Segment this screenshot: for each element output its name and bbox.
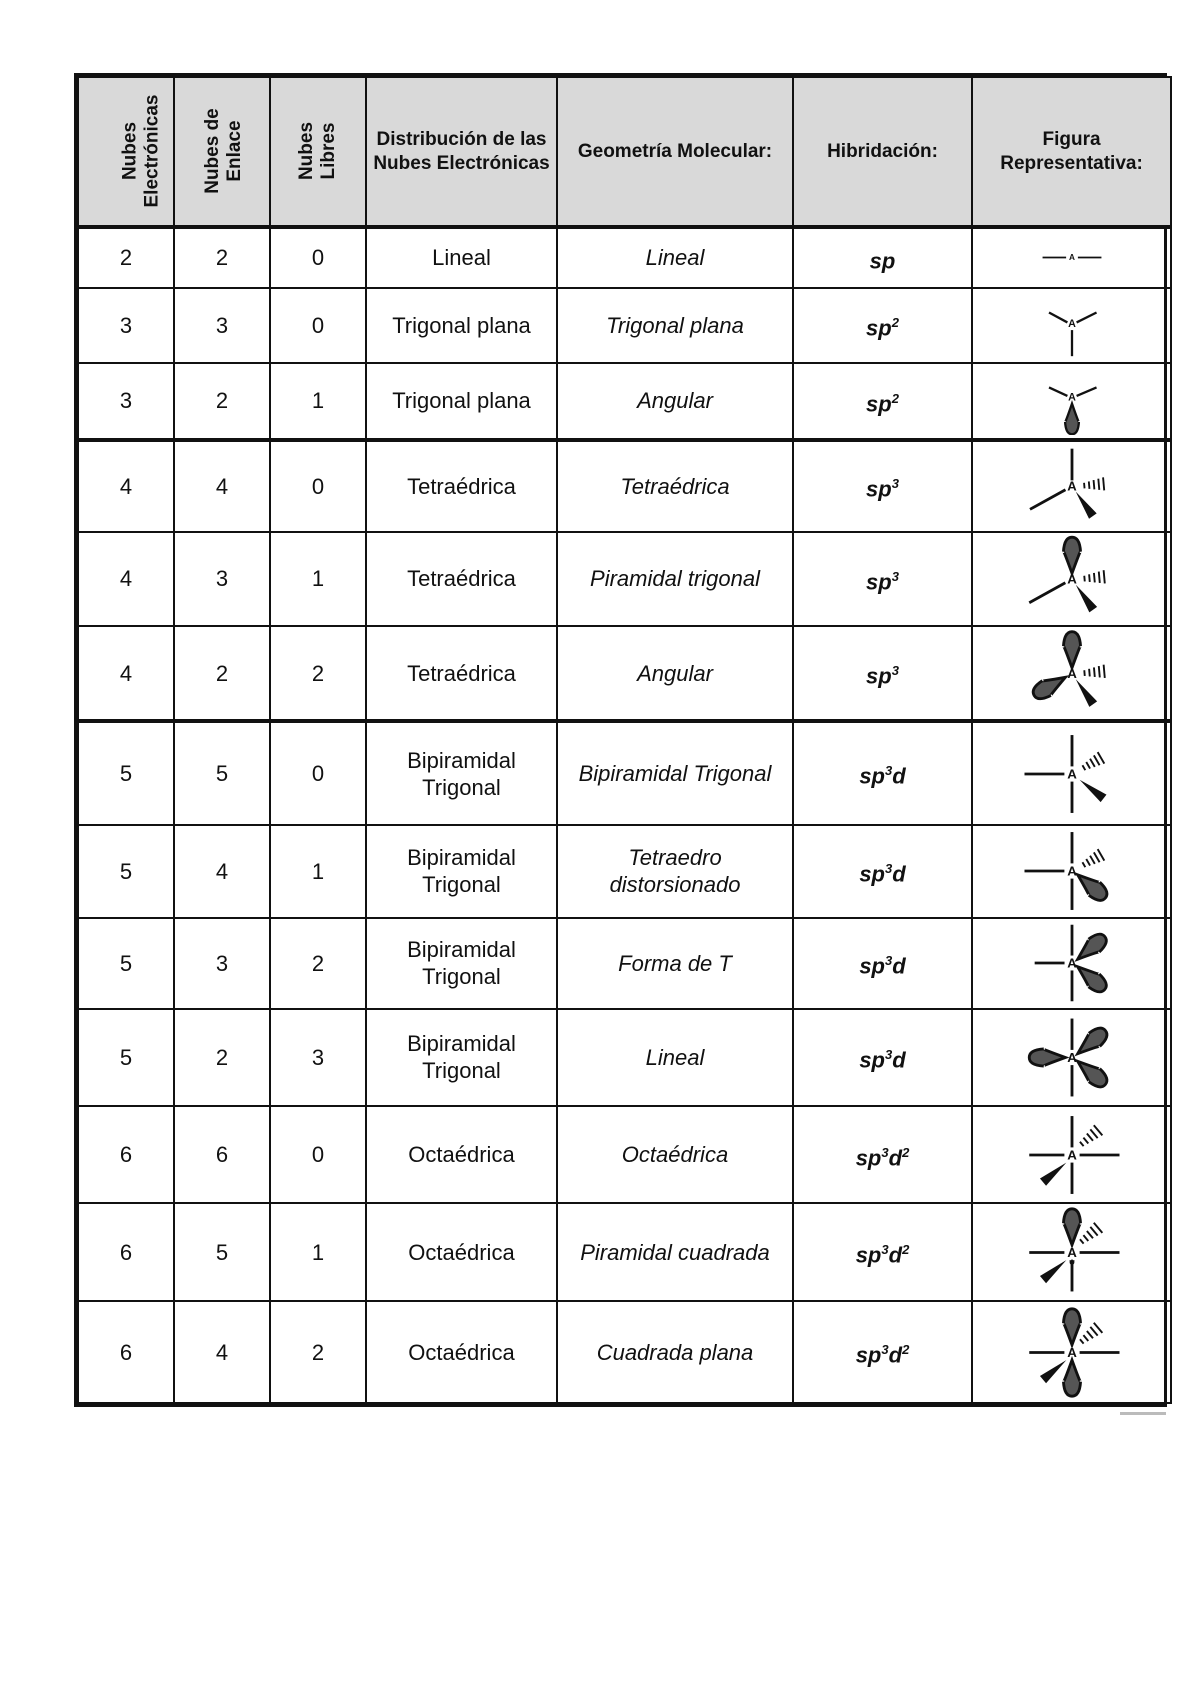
- cell-nubes-enlace: 4: [174, 825, 270, 918]
- cell-hibridacion: [793, 227, 972, 288]
- cell-figura: [972, 532, 1171, 627]
- hybridization-exponent-p: 3: [881, 1241, 889, 1257]
- hybridization-base: sp: [859, 953, 885, 979]
- hybridization-exponent-p: 3: [885, 763, 893, 779]
- hash-bond-segment: [1079, 1339, 1083, 1343]
- central-atom-label: A: [1066, 665, 1077, 681]
- cell-geometria: Tetraédrica: [557, 440, 793, 532]
- hash-bond-segment: [1082, 765, 1085, 770]
- hybridization-exponent-d: 2: [902, 1341, 910, 1357]
- bond-line: [1076, 312, 1096, 322]
- hash-bond-segment: [1098, 572, 1099, 583]
- header-figura: Figura Representativa:: [972, 77, 1171, 227]
- header-nubes-enlace: Nubes de Enlace: [174, 77, 270, 227]
- cell-nubes-libres: 0: [270, 288, 366, 364]
- hash-bond-segment: [1093, 573, 1094, 582]
- hash-bond-segment: [1090, 856, 1095, 864]
- hash-bond-segment: [1093, 667, 1094, 676]
- cell-nubes-enlace: 2: [174, 363, 270, 440]
- hybridization-base: sp: [859, 1047, 885, 1073]
- cell-geometria: Angular: [557, 363, 793, 440]
- hybridization-exponent-d: 2: [902, 1241, 910, 1257]
- cell-geometria: Angular: [557, 626, 793, 721]
- central-atom-label: A: [1066, 766, 1077, 782]
- cell-nubes-libres: 0: [270, 440, 366, 532]
- vsepr-table-frame: [74, 73, 1167, 1407]
- cell-geometria: Cuadrada plana: [557, 1301, 793, 1403]
- hash-bond-segment: [1103, 664, 1104, 677]
- cell-distribucion: Tetraédrica: [366, 532, 557, 627]
- table-row: [78, 363, 1171, 440]
- cell-distribucion: Octaédrica: [366, 1106, 557, 1203]
- table-row: [78, 1106, 1171, 1203]
- cell-nubes-electronicas: 4: [78, 532, 174, 627]
- cell-hibridacion: [793, 1009, 972, 1107]
- hash-bond-segment: [1086, 859, 1090, 866]
- hash-bond-segment: [1079, 1239, 1083, 1243]
- hash-bond-segment: [1090, 1326, 1097, 1335]
- cell-figura: [972, 1106, 1171, 1203]
- table-row: [78, 721, 1171, 825]
- cell-distribucion: Bipiramidal Trigonal: [366, 721, 557, 825]
- cell-distribucion: Bipiramidal Trigonal: [366, 918, 557, 1009]
- cell-nubes-libres: 0: [270, 721, 366, 825]
- cell-hibridacion: [793, 825, 972, 918]
- cell-geometria: Lineal: [557, 227, 793, 288]
- lone-pair-lobe: [1077, 875, 1106, 901]
- cell-nubes-electronicas: 6: [78, 1203, 174, 1301]
- cell-hibridacion: [793, 363, 972, 440]
- cell-hibridacion: [793, 288, 972, 364]
- cell-nubes-electronicas: 4: [78, 440, 174, 532]
- hash-bond-segment: [1083, 1335, 1088, 1341]
- hash-bond-segment: [1090, 758, 1095, 766]
- wedge-bond: [1075, 492, 1096, 519]
- lone-pair-lobe: [1077, 934, 1106, 959]
- cell-nubes-libres: 1: [270, 363, 366, 440]
- header-nubes-libres: Nubes Libres: [270, 77, 366, 227]
- hybridization-d: d: [892, 953, 906, 979]
- cell-hibridacion: [793, 721, 972, 825]
- cell-figura: [972, 1203, 1171, 1301]
- table-row: [78, 440, 1171, 532]
- hash-bond-segment: [1086, 762, 1090, 769]
- lone-pair-lobe: [1077, 1028, 1106, 1054]
- central-atom-label: A: [1066, 478, 1077, 494]
- central-atom-label: A: [1066, 1049, 1077, 1065]
- lone-pair-lobe: [1029, 1049, 1065, 1066]
- bond-line: [1030, 490, 1065, 510]
- cell-nubes-electronicas: 5: [78, 825, 174, 918]
- cell-nubes-enlace: 3: [174, 918, 270, 1009]
- seesaw-molecule-icon: [977, 828, 1167, 914]
- cell-geometria: Bipiramidal Trigonal: [557, 721, 793, 825]
- cell-figura: [972, 825, 1171, 918]
- wedge-bond: [1039, 1360, 1065, 1383]
- hybridization-exponent-p: 3: [891, 476, 899, 491]
- cell-nubes-electronicas: 2: [78, 227, 174, 288]
- cell-geometria: Forma de T: [557, 918, 793, 1009]
- wedge-bond: [1079, 779, 1106, 801]
- central-atom-label: A: [1067, 391, 1076, 404]
- cell-nubes-libres: 2: [270, 918, 366, 1009]
- cell-figura: [972, 626, 1171, 721]
- cell-geometria: Lineal: [557, 1009, 793, 1107]
- hash-bond-segment: [1088, 482, 1089, 489]
- cell-nubes-electronicas: 5: [78, 918, 174, 1009]
- cell-nubes-libres: 2: [270, 626, 366, 721]
- wedge-bond: [1075, 585, 1096, 613]
- cell-nubes-enlace: 2: [174, 227, 270, 288]
- cell-nubes-electronicas: 3: [78, 288, 174, 364]
- cell-nubes-enlace: 2: [174, 1009, 270, 1107]
- table-row: [78, 626, 1171, 721]
- cell-nubes-libres: 2: [270, 1301, 366, 1403]
- hash-bond-segment: [1098, 666, 1099, 677]
- lone-pair-lobe: [1063, 537, 1080, 573]
- cell-distribucion: Octaédrica: [366, 1301, 557, 1403]
- central-atom-label: A: [1066, 955, 1077, 971]
- central-atom-label: A: [1066, 1147, 1077, 1163]
- cell-figura: [972, 1009, 1171, 1107]
- bond-line: [1049, 388, 1067, 396]
- central-atom-label: A: [1067, 317, 1076, 330]
- hash-bond-segment: [1103, 478, 1104, 491]
- hybridization-exponent-p: 3: [881, 1144, 889, 1160]
- hash-bond-segment: [1098, 479, 1099, 490]
- cell-nubes-libres: 1: [270, 1203, 366, 1301]
- cell-nubes-electronicas: 6: [78, 1301, 174, 1403]
- hybridization-base: sp: [869, 247, 896, 273]
- table-body: [78, 227, 1171, 1403]
- cell-figura: [972, 363, 1171, 440]
- cell-distribucion: Trigonal plana: [366, 363, 557, 440]
- lone-pair-lobe: [1077, 1061, 1106, 1087]
- hybridization-d: d: [892, 1047, 906, 1073]
- cell-figura: [972, 721, 1171, 825]
- cell-geometria: Tetraedro distorsionado: [557, 825, 793, 918]
- cell-nubes-enlace: 2: [174, 626, 270, 721]
- cell-nubes-electronicas: 3: [78, 363, 174, 440]
- central-atom-label: A: [1068, 253, 1075, 263]
- hybridization-d: d: [892, 861, 906, 887]
- bond-line: [1049, 312, 1067, 322]
- cell-distribucion: Tetraédrica: [366, 440, 557, 532]
- cell-nubes-enlace: 4: [174, 440, 270, 532]
- lone-pair-lobe: [1063, 1360, 1080, 1396]
- cell-nubes-enlace: 4: [174, 1301, 270, 1403]
- cell-hibridacion: [793, 918, 972, 1009]
- table-row: [78, 1009, 1171, 1107]
- trigonal-pyramidal-molecule-icon: [977, 535, 1167, 623]
- trigonal-planar-molecule-icon: [977, 291, 1167, 360]
- hybridization-d: d: [888, 1342, 903, 1368]
- cell-nubes-enlace: 3: [174, 532, 270, 627]
- lone-pair-lobe: [1033, 677, 1065, 698]
- hash-bond-segment: [1086, 1133, 1092, 1140]
- wedge-bond: [1075, 679, 1096, 707]
- cell-distribucion: Tetraédrica: [366, 626, 557, 721]
- hash-bond-segment: [1082, 863, 1085, 868]
- octahedral-molecule-icon: [977, 1110, 1167, 1200]
- table-row: [78, 288, 1171, 364]
- cell-hibridacion: [793, 1203, 972, 1301]
- hash-bond-segment: [1090, 1129, 1097, 1138]
- hash-bond-segment: [1083, 1235, 1088, 1241]
- cell-nubes-enlace: 6: [174, 1106, 270, 1203]
- header-hibridacion: Hibridación:: [793, 77, 972, 227]
- cell-nubes-enlace: 5: [174, 1203, 270, 1301]
- lone-pair-lobe: [1071, 1262, 1073, 1263]
- cell-distribucion: Trigonal plana: [366, 288, 557, 364]
- table-row: [78, 532, 1171, 627]
- cell-figura: [972, 227, 1171, 288]
- hybridization-base: sp: [855, 1144, 882, 1170]
- trigonal-bipyramidal-molecule-icon: [977, 726, 1167, 822]
- hybridization-exponent-p: 3: [885, 953, 893, 969]
- lone-pair-lobe: [1063, 1308, 1080, 1344]
- table-row: [78, 227, 1171, 288]
- cell-nubes-enlace: 3: [174, 288, 270, 364]
- hash-bond-segment: [1086, 1231, 1092, 1238]
- cell-figura: [972, 918, 1171, 1009]
- wedge-bond: [1039, 1162, 1065, 1185]
- hash-bond-segment: [1093, 755, 1099, 765]
- cell-nubes-enlace: 5: [174, 721, 270, 825]
- bent-tetrahedral-molecule-icon: [977, 630, 1167, 717]
- hash-bond-segment: [1093, 480, 1094, 489]
- central-atom-label: A: [1066, 863, 1077, 879]
- cell-figura: [972, 440, 1171, 532]
- cell-nubes-electronicas: 5: [78, 1009, 174, 1107]
- hash-bond-segment: [1090, 1226, 1097, 1235]
- hybridization-exponent-p: 2: [891, 315, 899, 331]
- cell-nubes-electronicas: 5: [78, 721, 174, 825]
- table-row: [78, 1301, 1171, 1403]
- central-atom-label: A: [1066, 1244, 1077, 1260]
- cell-geometria: Trigonal plana: [557, 288, 793, 364]
- square-planar-molecule-icon: [977, 1305, 1167, 1400]
- hybridization-base: sp: [866, 663, 892, 689]
- cell-hibridacion: [793, 1106, 972, 1203]
- cell-geometria: Octaédrica: [557, 1106, 793, 1203]
- cell-nubes-electronicas: 6: [78, 1106, 174, 1203]
- hybridization-base: sp: [859, 763, 885, 789]
- linear-bipyramidal-molecule-icon: [977, 1012, 1167, 1103]
- hybridization-exponent-p: 3: [891, 663, 899, 679]
- hybridization-d: d: [892, 763, 906, 789]
- hybridization-exponent-p: 3: [885, 861, 893, 877]
- cell-hibridacion: [793, 440, 972, 532]
- hash-bond-segment: [1093, 853, 1099, 863]
- hash-bond-segment: [1079, 1142, 1083, 1146]
- cell-nubes-electronicas: 4: [78, 626, 174, 721]
- lone-pair-lobe: [1065, 404, 1079, 435]
- hybridization-d: d: [888, 1144, 903, 1170]
- hybridization-exponent-p: 2: [891, 390, 899, 406]
- cell-nubes-libres: 1: [270, 532, 366, 627]
- lone-pair-lobe: [1063, 631, 1080, 667]
- lone-pair-lobe: [1063, 1208, 1080, 1244]
- table-row: [78, 825, 1171, 918]
- table-row: [78, 918, 1171, 1009]
- header-geometria: Geometría Molecular:: [557, 77, 793, 227]
- hybridization-d: d: [888, 1242, 903, 1268]
- hybridization-exponent-d: 2: [902, 1144, 910, 1160]
- bond-line: [1029, 583, 1065, 603]
- hash-bond-segment: [1086, 1331, 1092, 1338]
- hybridization-exponent-p: 3: [891, 568, 899, 584]
- cell-nubes-libres: 0: [270, 1106, 366, 1203]
- tetrahedral-molecule-icon: [977, 444, 1167, 528]
- cell-hibridacion: [793, 1301, 972, 1403]
- lone-pair-lobe: [1077, 967, 1106, 992]
- cell-figura: [972, 1301, 1171, 1403]
- hybridization-base: sp: [866, 476, 892, 502]
- hybridization-base: sp: [855, 1242, 882, 1268]
- cell-distribucion: Bipiramidal Trigonal: [366, 825, 557, 918]
- cell-hibridacion: [793, 626, 972, 721]
- hash-bond-segment: [1083, 1137, 1088, 1143]
- header-row: [78, 77, 1171, 227]
- cell-hibridacion: [793, 532, 972, 627]
- cell-nubes-libres: 1: [270, 825, 366, 918]
- cell-distribucion: Bipiramidal Trigonal: [366, 1009, 557, 1107]
- header-nubes-electronicas: Nubes Electrónicas: [78, 77, 174, 227]
- cell-geometria: Piramidal trigonal: [557, 532, 793, 627]
- central-atom-label: A: [1066, 1344, 1077, 1360]
- linear-molecule-icon: [977, 231, 1167, 284]
- cell-geometria: Piramidal cuadrada: [557, 1203, 793, 1301]
- cell-nubes-libres: 3: [270, 1009, 366, 1107]
- hybridization-base: sp: [866, 391, 892, 417]
- hash-bond-segment: [1089, 669, 1090, 677]
- hybridization-exponent-p: 3: [881, 1341, 889, 1357]
- hybridization-base: sp: [859, 861, 885, 887]
- vsepr-table: [77, 76, 1172, 1404]
- cell-distribucion: Octaédrica: [366, 1203, 557, 1301]
- header-distribucion: Distribución de las Nubes Electrónicas: [366, 77, 557, 227]
- hash-bond-segment: [1089, 574, 1090, 582]
- hybridization-exponent-p: 3: [885, 1047, 893, 1063]
- cell-figura: [972, 288, 1171, 364]
- cell-nubes-libres: 0: [270, 227, 366, 288]
- hybridization-base: sp: [866, 569, 892, 595]
- t-shaped-molecule-icon: [977, 921, 1167, 1005]
- table-row: [78, 1203, 1171, 1301]
- hybridization-base: sp: [866, 315, 892, 341]
- bond-line: [1076, 388, 1096, 396]
- square-pyramidal-molecule-icon: [977, 1207, 1167, 1298]
- central-atom-label: A: [1066, 571, 1077, 587]
- cell-distribucion: Lineal: [366, 227, 557, 288]
- bent-trigonal-molecule-icon: [977, 366, 1167, 435]
- hybridization-base: sp: [855, 1342, 882, 1368]
- hash-bond-segment: [1103, 570, 1104, 583]
- wedge-bond: [1039, 1260, 1065, 1283]
- scan-artifact-mark: [1120, 1412, 1166, 1415]
